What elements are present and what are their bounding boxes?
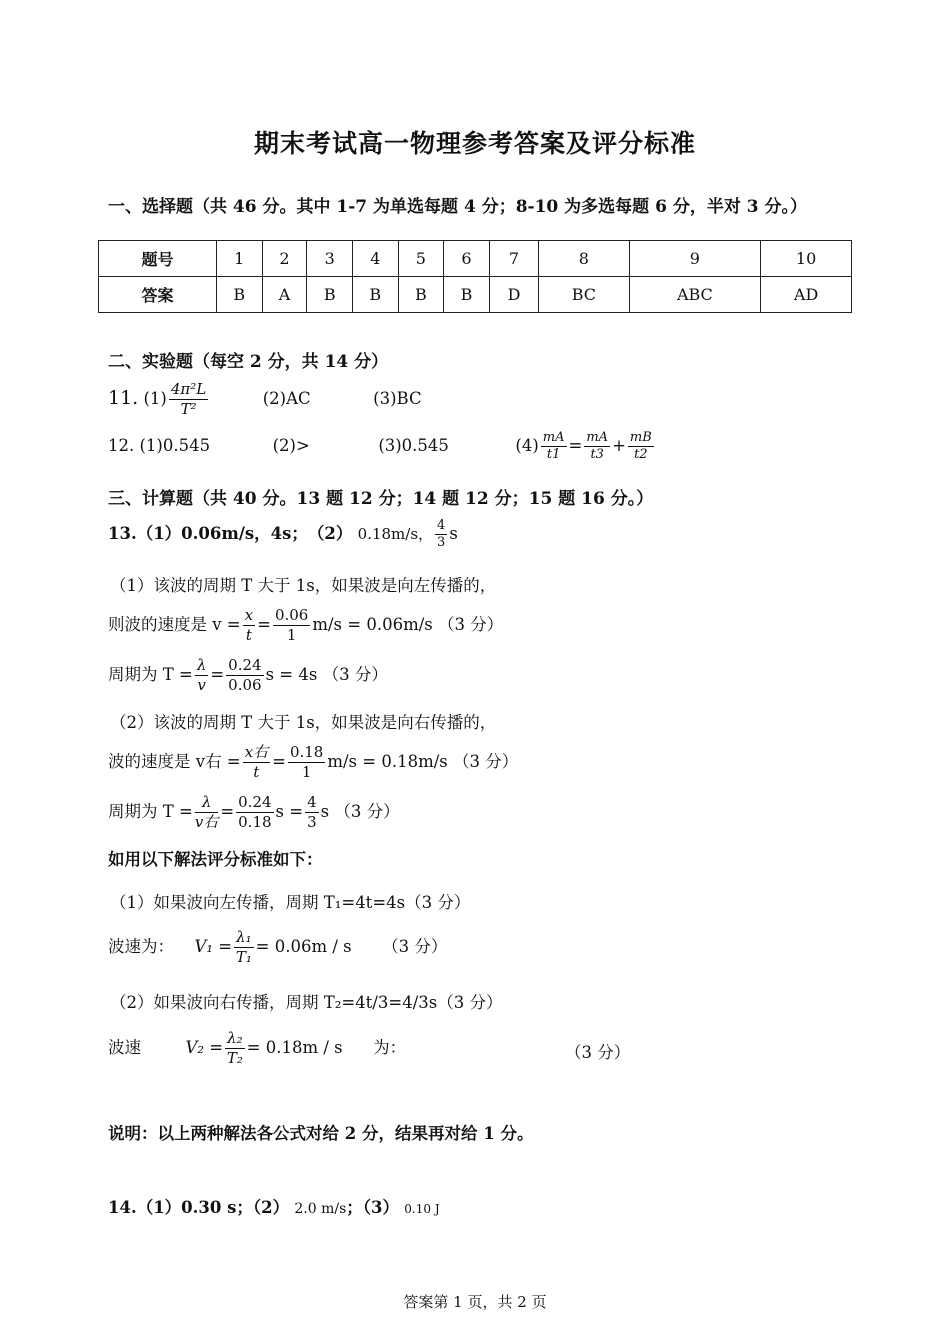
q13-l2-frac-1	[243, 606, 255, 645]
q13-unit: s	[449, 524, 458, 543]
q13-l6-pre: 周期为 T =	[108, 802, 193, 821]
q13-speed: 0.18m/s，	[357, 525, 434, 543]
section-1-heading: 一、选择题（共 46 分。其中 1-7 为单选每题 4 分；8-10 为多选每题 6 分，半对 3 分。）	[108, 197, 807, 217]
q13-line-3: 周期为 T = $\frac{\lambda}{v}$ = $\frac{0.24}{0.06}$ s = 4s （3 分）	[108, 656, 388, 694]
q13-a4-pre: 波速	[108, 1038, 141, 1057]
q13-a4-frac-num: λ₂	[227, 1029, 243, 1047]
q13-l6-frac-1-num: λ	[195, 793, 218, 813]
q11-part1: (1)	[143, 389, 167, 408]
q13-l5-frac-1-num: x右	[244, 743, 269, 761]
q13-l5-frac-2	[288, 743, 325, 782]
q13-note: 说明：以上两种解法各公式对给 2 分，结果再对给 1 分。	[108, 1124, 534, 1143]
table-cell: AD	[761, 277, 852, 313]
q13-head: 13.（1）0.06m/s，4s； （2）	[108, 524, 353, 543]
q13-frac	[435, 518, 447, 551]
q13-a2-frac	[234, 928, 254, 967]
q13-a4-var: V₂ =	[185, 1038, 224, 1057]
q13-l5-frac-1-den: t	[253, 763, 260, 781]
q12-plus: +	[612, 436, 626, 455]
q13-l3-frac-1-den: v	[197, 676, 206, 694]
q12-frac-2-den: t3	[590, 447, 604, 462]
q12-equals: =	[568, 436, 583, 455]
table-cell: 10	[761, 241, 852, 277]
q12-frac-2-num: mA	[586, 430, 609, 445]
q12-frac-3-den: t2	[634, 447, 648, 462]
table-cell: 5	[398, 241, 444, 277]
q13-l2-post: m/s = 0.06m/s （3 分）	[312, 615, 504, 634]
table-cell: ABC	[629, 277, 761, 313]
q13-a2-score: （3 分）	[382, 937, 448, 956]
q13-line-5: 波的速度是 v右 = $\frac{\text{x右}}{t}$ = $\frac{0.18}{1}$ m/s = 0.18m/s （3 分）	[108, 743, 519, 781]
q13-a4-score: （3 分）	[565, 1043, 631, 1062]
q12-frac-3	[628, 430, 654, 463]
q13-l2-frac-2	[273, 606, 310, 645]
q12-frac-1-den: t1	[546, 447, 561, 462]
q12-frac-1	[541, 430, 567, 463]
q13-l5-frac-2-den: 1	[301, 763, 312, 781]
q13-l3-pre: 周期为 T =	[108, 665, 193, 684]
q12-part1: (1)0.545	[139, 436, 211, 455]
q13-a2-frac-den: T₁	[235, 948, 252, 966]
answer-table	[98, 240, 852, 313]
q13-l6-frac-1	[195, 793, 218, 832]
q13-l5-frac-1	[243, 743, 270, 782]
table-cell: B	[353, 277, 399, 313]
table-cell: A	[262, 277, 307, 313]
q13-frac-den: 3	[437, 535, 446, 550]
table-header-cell: 答案	[99, 277, 217, 313]
page-title: 期末考试高一物理参考答案及评分标准	[253, 129, 696, 158]
q13-l6-frac-2-num: 0.24	[238, 793, 272, 811]
question-14	[108, 1194, 440, 1218]
q11-part2: (2)AC	[262, 389, 311, 408]
q13-frac-num: 4	[437, 518, 446, 533]
q13-a4-frac	[225, 1029, 245, 1068]
q11-formula-den: T²	[180, 400, 197, 418]
q13-l2-eq: =	[257, 615, 271, 634]
table-cell: D	[489, 277, 538, 313]
q11-formula-num: 4π²L	[170, 380, 207, 398]
q13-alt-line-3: （2）如果波向右传播，周期 T₂=4t/3=4/3s（3 分）	[110, 993, 503, 1012]
q13-a4-post: = 0.18m / s	[246, 1038, 343, 1057]
q13-l6-frac-3	[305, 793, 319, 832]
question-12	[108, 430, 656, 463]
q13-l3-frac-2-den: 0.06	[228, 676, 262, 694]
q13-a2-pre: 波速为：	[108, 937, 174, 956]
q13-alt-line-1: （1）如果波向左传播，周期 T₁=4t=4s（3 分）	[110, 893, 471, 912]
q13-answer-line	[108, 518, 458, 551]
table-cell: 1	[216, 241, 262, 277]
q13-l3-frac-2	[226, 656, 263, 695]
q11-part3: (3)BC	[373, 389, 422, 408]
table-cell: BC	[539, 277, 629, 313]
section-2-heading: 二、实验题（每空 2 分，共 14 分）	[108, 352, 389, 372]
q13-a2-post: = 0.06m / s	[255, 937, 352, 956]
table-cell: 6	[444, 241, 490, 277]
q12-part4: (4)	[515, 436, 539, 455]
q13-l3-frac-2-num: 0.24	[228, 656, 262, 674]
q13-l2-frac-1-num: x	[244, 606, 254, 624]
table-cell: 3	[307, 241, 353, 277]
q13-line-4: （2）该波的周期 T 大于 1s，如果波是向右传播的，	[110, 713, 497, 732]
q14-text-1: 14.（1）0.30 s；（2）	[108, 1198, 290, 1217]
q13-l6-frac-2	[236, 793, 273, 832]
section-3-heading: 三、计算题（共 40 分。13 题 12 分；14 题 12 分；15 题 16 分。）	[108, 489, 654, 509]
table-cell: 4	[353, 241, 399, 277]
table-cell: B	[216, 277, 262, 313]
q12-frac-3-num: mB	[629, 430, 652, 445]
q11-label: 11.	[108, 387, 139, 409]
q13-l2-frac-2-den: 1	[286, 626, 297, 644]
q12-label: 12.	[108, 436, 135, 455]
q13-l6-mid: s =	[275, 802, 304, 821]
table-cell: B	[307, 277, 353, 313]
q14-text-2: ；（3）	[346, 1198, 400, 1217]
q12-frac-1-num: mA	[542, 430, 565, 445]
table-row-numbers	[99, 241, 852, 277]
q13-l6-frac-2-den: 0.18	[238, 813, 272, 831]
q12-part2: (2)>	[272, 436, 310, 455]
q11-formula	[169, 380, 208, 419]
table-cell: B	[444, 277, 490, 313]
q13-alt-line-2	[108, 928, 447, 967]
q13-l5-pre: 波的速度是 v右 =	[108, 752, 241, 771]
q14-value-3: 0.10 J	[404, 1202, 440, 1216]
q14-value-2: 2.0 m/s	[294, 1201, 347, 1217]
q13-l6-frac-3-den: 3	[307, 813, 317, 831]
q13-l2-frac-2-num: 0.06	[274, 606, 309, 624]
q13-l6-frac-1-den: v右	[194, 813, 219, 831]
table-cell: 9	[629, 241, 761, 277]
question-11	[108, 380, 422, 419]
q13-a2-var: V₁ =	[194, 937, 233, 956]
q13-l2-pre: 则波的速度是 v =	[108, 615, 241, 634]
q13-l3-post: s = 4s （3 分）	[265, 665, 388, 684]
q13-l3-frac-1	[195, 656, 209, 695]
page-footer: 答案第 1 页，共 2 页	[403, 1293, 547, 1311]
q13-l5-post: m/s = 0.18m/s （3 分）	[327, 752, 519, 771]
q13-l2-frac-1-den: t	[245, 626, 252, 644]
q13-line-1: （1）该波的周期 T 大于 1s，如果波是向左传播的，	[110, 576, 497, 595]
q13-a2-frac-num: λ₁	[236, 928, 252, 946]
q13-l6-post: s （3 分）	[320, 802, 400, 821]
q12-frac-2	[584, 430, 610, 463]
table-cell: 7	[489, 241, 538, 277]
q12-part3: (3)0.545	[378, 436, 449, 455]
q13-l3-frac-1-num: λ	[196, 656, 207, 674]
q13-a4-frac-den: T₂	[226, 1049, 243, 1067]
q13-alt-heading: 如用以下解法评分标准如下：	[108, 850, 323, 869]
table-header-cell: 题号	[99, 241, 217, 277]
q13-line-2	[108, 606, 503, 645]
q13-alt-line-4	[108, 1029, 406, 1068]
q13-l5-frac-2-num: 0.18	[289, 743, 324, 761]
table-cell: 8	[539, 241, 629, 277]
table-cell: B	[398, 277, 444, 313]
q13-a4-mid: 为：	[373, 1038, 407, 1057]
q13-line-6: 周期为 T = $\frac{\lambda}{\text{v右}}$ = $\frac{0.24}{0.18}$ s = $\frac{4}{3}$ s （3 分）	[108, 793, 400, 831]
table-cell: 2	[262, 241, 307, 277]
table-row-answers	[99, 277, 852, 313]
q13-l6-frac-3-num: 4	[307, 793, 317, 811]
